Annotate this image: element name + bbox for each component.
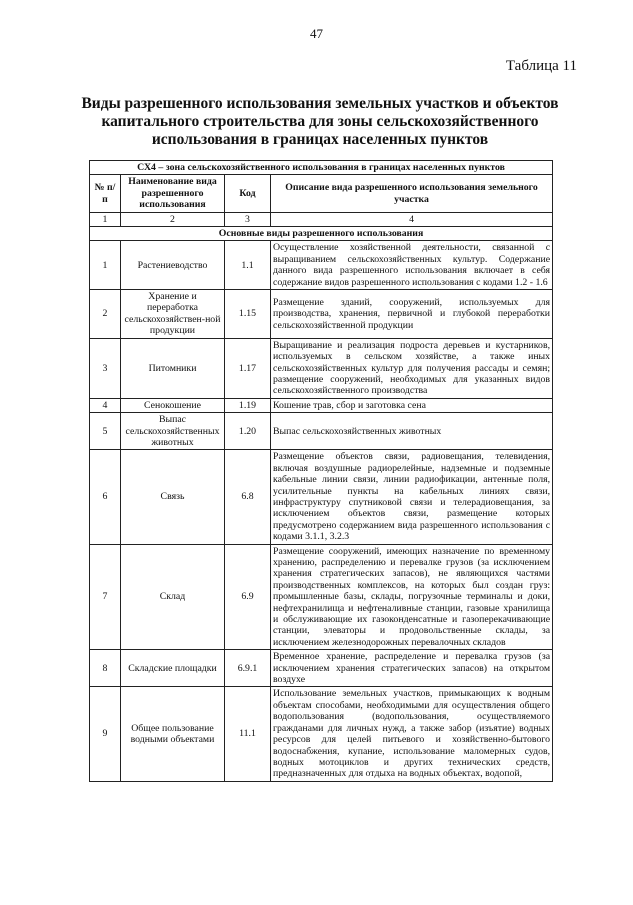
- table-row: [90, 650, 553, 687]
- row-desc: Размещение сооружений, имеющих назначение по временному хранению, распределению и перевалке грузов (за исключением хранения стратегических запасов), не являющихся частями производственных комплексов, на которых был создан груз: промышленные базы, склады, погрузочные терминалы и доки, нефтехранилища и нефтеналивные станции, газовые хранилища и обслуживающие их газоконденсатные и газоперекачивающие станции, элеваторы и продовольственные склады, за исключением железнодорожных перевалочных складов: [271, 544, 553, 650]
- section-title: Основные виды разрешенного использования: [90, 227, 553, 241]
- row-num: 8: [90, 650, 121, 687]
- column-number-row: [90, 212, 553, 226]
- row-code: 11.1: [225, 687, 271, 781]
- row-num: 6: [90, 450, 121, 544]
- table-row: [90, 241, 553, 290]
- section-title-row: [90, 227, 553, 241]
- row-num: 2: [90, 290, 121, 339]
- row-desc: Кошение трав, сбор и заготовка сена: [271, 398, 553, 412]
- row-desc: Размещение зданий, сооружений, используемых для производства, хранения, первичной и глубокой переработки сельскохозяйственной продукции: [271, 290, 553, 339]
- row-name: Хранение и переработка сельскохозяйствен-ной продукции: [121, 290, 225, 339]
- row-code: 1.17: [225, 338, 271, 398]
- row-code: 6.9.1: [225, 650, 271, 687]
- row-code: 1.15: [225, 290, 271, 339]
- row-num: 7: [90, 544, 121, 650]
- header-num: № п/п: [90, 175, 121, 212]
- row-name: Склад: [121, 544, 225, 650]
- header-code: Код: [225, 175, 271, 212]
- row-name: Связь: [121, 450, 225, 544]
- row-name: Растениеводство: [121, 241, 225, 290]
- table-row: [90, 338, 553, 398]
- row-name: Питомники: [121, 338, 225, 398]
- table-row: [90, 398, 553, 412]
- row-code: 1.1: [225, 241, 271, 290]
- row-name: Сенокошение: [121, 398, 225, 412]
- document-title: Виды разрешенного использования земельных участков и объектов капитального строительства для зоны сельскохозяйственного использования в границах населенных пунктов: [81, 95, 559, 148]
- col-number: 1: [90, 212, 121, 226]
- table-row: [90, 413, 553, 450]
- row-desc: Размещение объектов связи, радиовещания, телевидения, включая воздушные радиорелейные, надземные и подземные кабельные линии связи, линии радиофикации, антенные поля, усилительные пункты на кабельных линиях связи, инфраструктуру спутниковой связи и телерадиовещания, за исключением объектов связи, размещение которых предусмотрено содержанием вида разрешенного использования с кодами 3.1.1, 3.2.3: [271, 450, 553, 544]
- row-num: 3: [90, 338, 121, 398]
- col-number: 2: [121, 212, 225, 226]
- header-row: [90, 175, 553, 212]
- row-num: 5: [90, 413, 121, 450]
- row-desc: Использование земельных участков, примыкающих к водным объектам способами, необходимыми для осуществления общего водопользования (водопользования, осуществляемого гражданами для личных нужд, а также забор (изъятие) водных ресурсов для целей питьевого и хозяйственно-бытового водоснабжения, купание, использование маломерных судов, водных мотоциклов и других технических средств, предназначенных для отдыха на водных объектах, водопой,: [271, 687, 553, 781]
- row-name: Выпас сельскохозяйственных животных: [121, 413, 225, 450]
- row-desc: Временное хранение, распределение и перевалка грузов (за исключением хранения стратегических запасов) на открытом воздухе: [271, 650, 553, 687]
- col-number: 3: [225, 212, 271, 226]
- row-num: 4: [90, 398, 121, 412]
- table-row: [90, 290, 553, 339]
- row-desc: Выпас сельскохозяйственных животных: [271, 413, 553, 450]
- row-num: 9: [90, 687, 121, 781]
- row-desc: Осуществление хозяйственной деятельности, связанной с выращиванием сельскохозяйственных культур. Содержание данного вида разрешенного использования включает в себя содержание видов разрешенного использования с кодами 1.2 - 1.6: [271, 241, 553, 290]
- row-code: 6.9: [225, 544, 271, 650]
- row-code: 6.8: [225, 450, 271, 544]
- row-code: 1.20: [225, 413, 271, 450]
- table-row: [90, 544, 553, 650]
- land-use-table: [89, 160, 553, 782]
- zone-title: СХ4 – зона сельскохозяйственного использования в границах населенных пунктов: [90, 161, 553, 175]
- row-code: 1.19: [225, 398, 271, 412]
- row-num: 1: [90, 241, 121, 290]
- header-desc: Описание вида разрешенного использования земельного участка: [271, 175, 553, 212]
- header-name: Наименование вида разрешенного использования: [121, 175, 225, 212]
- table-label: Таблица 11: [505, 58, 577, 74]
- table-row: [90, 687, 553, 781]
- page-number: 47: [310, 26, 323, 41]
- row-name: Общее пользование водными объектами: [121, 687, 225, 781]
- table-row: [90, 450, 553, 544]
- zone-title-row: [90, 161, 553, 175]
- row-desc: Выращивание и реализация подроста деревьев и кустарников, используемых в сельском хозяйстве, а также иных сельскохозяйственных культур для получения рассады и семян; размещение сооружений, необходимых для указанных видов сельскохозяйственного производства: [271, 338, 553, 398]
- row-name: Складские площадки: [121, 650, 225, 687]
- col-number: 4: [271, 212, 553, 226]
